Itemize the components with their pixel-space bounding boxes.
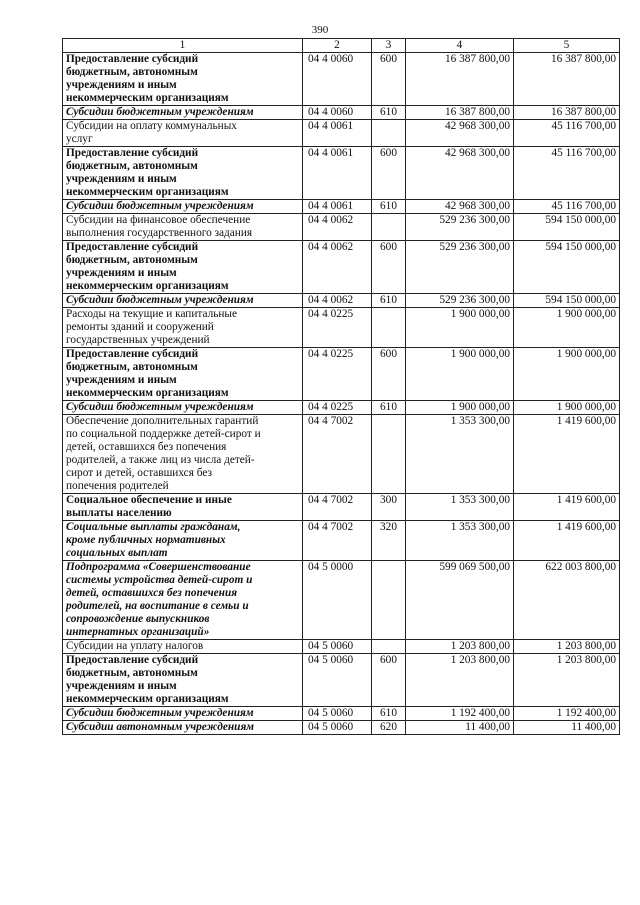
description-line: некоммерческим организациям (66, 387, 229, 399)
row-code: 04 4 0225 (303, 308, 372, 348)
row-description (63, 294, 303, 308)
description-line: сопровождение выпускников (66, 613, 210, 625)
row-value-col5: 1 192 400,00 (514, 707, 620, 721)
description-line: учреждениям и иным (66, 680, 177, 692)
row-code: 04 4 0060 (303, 53, 372, 106)
description-line: Предоставление субсидий (66, 53, 199, 65)
row-value-col5: 45 116 700,00 (514, 120, 620, 147)
description-line: Субсидии бюджетным учреждениям (66, 401, 254, 413)
description-line: попечения родителей (66, 480, 169, 492)
description-line: учреждениям и иным (66, 173, 177, 185)
row-value-col4: 599 069 500,00 (406, 561, 514, 640)
row-value-col5: 45 116 700,00 (514, 147, 620, 200)
description-line: детей, оставшихся без попечения (66, 587, 238, 599)
table-row (63, 200, 620, 214)
row-value-col4: 16 387 800,00 (406, 53, 514, 106)
description-line: некоммерческим организациям (66, 186, 229, 198)
description-line: бюджетным, автономным (66, 667, 198, 679)
row-description (63, 401, 303, 415)
description-line: Предоставление субсидий (66, 348, 199, 360)
description-line: Предоставление субсидий (66, 241, 199, 253)
row-value-col4: 1 203 800,00 (406, 640, 514, 654)
row-code: 04 4 0225 (303, 348, 372, 401)
row-description (63, 654, 303, 707)
description-line: системы устройства детей-сирот и (66, 574, 253, 586)
row-value-col4: 1 203 800,00 (406, 654, 514, 707)
row-description (63, 561, 303, 640)
row-value-col4: 529 236 300,00 (406, 214, 514, 241)
row-value-col4: 529 236 300,00 (406, 241, 514, 294)
row-description (63, 106, 303, 120)
row-value-col4: 42 968 300,00 (406, 200, 514, 214)
row-expense-type: 600 (372, 348, 406, 401)
row-value-col5: 594 150 000,00 (514, 294, 620, 308)
column-header-1: 1 (63, 39, 303, 53)
column-header-5: 5 (514, 39, 620, 53)
row-code: 04 4 7002 (303, 521, 372, 561)
description-line: Субсидии бюджетным учреждениям (66, 106, 254, 118)
table-row (63, 561, 620, 640)
table-row (63, 294, 620, 308)
row-expense-type: 600 (372, 654, 406, 707)
description-line: сирот и детей, оставшихся без (66, 467, 212, 479)
row-expense-type: 320 (372, 521, 406, 561)
description-line: Обеспечение дополнительных гарантий (66, 415, 259, 427)
row-code: 04 4 0060 (303, 106, 372, 120)
row-expense-type: 300 (372, 494, 406, 521)
row-expense-type: 600 (372, 147, 406, 200)
row-value-col5: 594 150 000,00 (514, 241, 620, 294)
row-description (63, 521, 303, 561)
row-expense-type (372, 415, 406, 494)
row-expense-type: 600 (372, 241, 406, 294)
row-description (63, 147, 303, 200)
description-line: Субсидии на уплату налогов (66, 640, 204, 652)
row-value-col4: 1 353 300,00 (406, 494, 514, 521)
description-line: родителей, на воспитание в семьи и (66, 600, 249, 612)
column-header-4: 4 (406, 39, 514, 53)
row-value-col5: 16 387 800,00 (514, 106, 620, 120)
row-code: 04 5 0000 (303, 561, 372, 640)
row-code: 04 5 0060 (303, 721, 372, 735)
row-value-col4: 1 900 000,00 (406, 401, 514, 415)
row-expense-type (372, 640, 406, 654)
row-code: 04 4 0062 (303, 214, 372, 241)
row-code: 04 4 7002 (303, 415, 372, 494)
description-line: бюджетным, автономным (66, 361, 198, 373)
description-line: Подпрограмма «Совершенствование (66, 561, 251, 573)
row-description (63, 640, 303, 654)
row-value-col5: 1 419 600,00 (514, 494, 620, 521)
table-row (63, 640, 620, 654)
row-expense-type: 610 (372, 294, 406, 308)
row-value-col5: 594 150 000,00 (514, 214, 620, 241)
row-expense-type: 620 (372, 721, 406, 735)
row-code: 04 4 0062 (303, 294, 372, 308)
row-value-col5: 1 900 000,00 (514, 308, 620, 348)
row-value-col5: 1 203 800,00 (514, 654, 620, 707)
description-line: некоммерческим организациям (66, 92, 229, 104)
row-expense-type (372, 214, 406, 241)
table-row (63, 415, 620, 494)
table-row (63, 521, 620, 561)
row-value-col4: 42 968 300,00 (406, 147, 514, 200)
row-code: 04 4 0061 (303, 200, 372, 214)
row-expense-type (372, 120, 406, 147)
row-description (63, 200, 303, 214)
row-value-col5: 1 900 000,00 (514, 348, 620, 401)
row-value-col4: 1 192 400,00 (406, 707, 514, 721)
row-code: 04 4 0061 (303, 147, 372, 200)
table-row (63, 214, 620, 241)
row-value-col4: 1 900 000,00 (406, 348, 514, 401)
description-line: услуг (66, 133, 93, 145)
table-row (63, 53, 620, 106)
description-line: Субсидии бюджетным учреждениям (66, 707, 254, 719)
row-value-col4: 1 353 300,00 (406, 521, 514, 561)
table-row (63, 147, 620, 200)
row-value-col5: 1 419 600,00 (514, 521, 620, 561)
table-row (63, 654, 620, 707)
row-code: 04 5 0060 (303, 640, 372, 654)
row-expense-type: 610 (372, 707, 406, 721)
description-line: некоммерческим организациям (66, 280, 229, 292)
row-code: 04 4 7002 (303, 494, 372, 521)
description-line: по социальной поддержке детей-сирот и (66, 428, 261, 440)
description-line: Расходы на текущие и капитальные (66, 308, 238, 320)
description-line: Субсидии на оплату коммунальных (66, 120, 237, 132)
row-code: 04 4 0061 (303, 120, 372, 147)
description-line: некоммерческим организациям (66, 693, 229, 705)
row-expense-type: 610 (372, 106, 406, 120)
description-line: Социальное обеспечение и иные (66, 494, 232, 506)
table-row (63, 707, 620, 721)
row-code: 04 5 0060 (303, 654, 372, 707)
table-row (63, 401, 620, 415)
row-description (63, 707, 303, 721)
description-line: Субсидии бюджетным учреждениям (66, 200, 254, 212)
table-row (63, 721, 620, 735)
description-line: учреждениям и иным (66, 374, 177, 386)
table-row (63, 241, 620, 294)
row-code: 04 4 0225 (303, 401, 372, 415)
column-header-2: 2 (303, 39, 372, 53)
description-line: учреждениям и иным (66, 267, 177, 279)
row-description (63, 308, 303, 348)
header-row (63, 39, 620, 53)
row-expense-type (372, 308, 406, 348)
column-header-3: 3 (372, 39, 406, 53)
description-line: бюджетным, автономным (66, 254, 198, 266)
row-value-col4: 529 236 300,00 (406, 294, 514, 308)
row-description (63, 53, 303, 106)
table-row (63, 494, 620, 521)
row-value-col5: 1 203 800,00 (514, 640, 620, 654)
description-line: ремонты зданий и сооружений (66, 321, 214, 333)
description-line: учреждениям и иным (66, 79, 177, 91)
row-code: 04 4 0062 (303, 241, 372, 294)
table-row (63, 120, 620, 147)
description-line: бюджетным, автономным (66, 160, 198, 172)
description-line: детей, оставшихся без попечения (66, 441, 227, 453)
description-line: социальных выплат (66, 547, 168, 559)
row-expense-type: 600 (372, 53, 406, 106)
row-expense-type: 610 (372, 200, 406, 214)
description-line: Субсидии бюджетным учреждениям (66, 294, 254, 306)
row-value-col5: 16 387 800,00 (514, 53, 620, 106)
row-value-col4: 1 900 000,00 (406, 308, 514, 348)
table-row (63, 348, 620, 401)
row-code: 04 5 0060 (303, 707, 372, 721)
row-expense-type (372, 561, 406, 640)
row-value-col5: 45 116 700,00 (514, 200, 620, 214)
description-line: интернатных организаций» (66, 626, 210, 638)
description-line: Субсидии автономным учреждениям (66, 721, 255, 733)
row-value-col4: 16 387 800,00 (406, 106, 514, 120)
row-value-col5: 11 400,00 (514, 721, 620, 735)
row-description (63, 120, 303, 147)
row-value-col5: 1 900 000,00 (514, 401, 620, 415)
row-description (63, 721, 303, 735)
description-line: выплаты населению (66, 507, 172, 519)
table-row (63, 106, 620, 120)
description-line: бюджетным, автономным (66, 66, 198, 78)
row-description (63, 214, 303, 241)
row-value-col4: 11 400,00 (406, 721, 514, 735)
description-line: Субсидии на финансовое обеспечение (66, 214, 251, 226)
description-line: Предоставление субсидий (66, 654, 199, 666)
description-line: родителей, а также лиц из числа детей- (66, 454, 255, 466)
row-value-col4: 42 968 300,00 (406, 120, 514, 147)
row-description (63, 494, 303, 521)
row-value-col5: 1 419 600,00 (514, 415, 620, 494)
description-line: кроме публичных нормативных (66, 534, 226, 546)
row-description (63, 415, 303, 494)
row-value-col4: 1 353 300,00 (406, 415, 514, 494)
row-description (63, 241, 303, 294)
row-description (63, 348, 303, 401)
description-line: государственных учреждений (66, 334, 210, 346)
description-line: Предоставление субсидий (66, 147, 199, 159)
budget-table (62, 38, 620, 735)
row-expense-type: 610 (372, 401, 406, 415)
description-line: Социальные выплаты гражданам, (66, 521, 241, 533)
table-row (63, 308, 620, 348)
description-line: выполнения государственного задания (66, 227, 253, 239)
page-number: 390 (311, 24, 329, 36)
row-value-col5: 622 003 800,00 (514, 561, 620, 640)
table-body (63, 53, 620, 735)
